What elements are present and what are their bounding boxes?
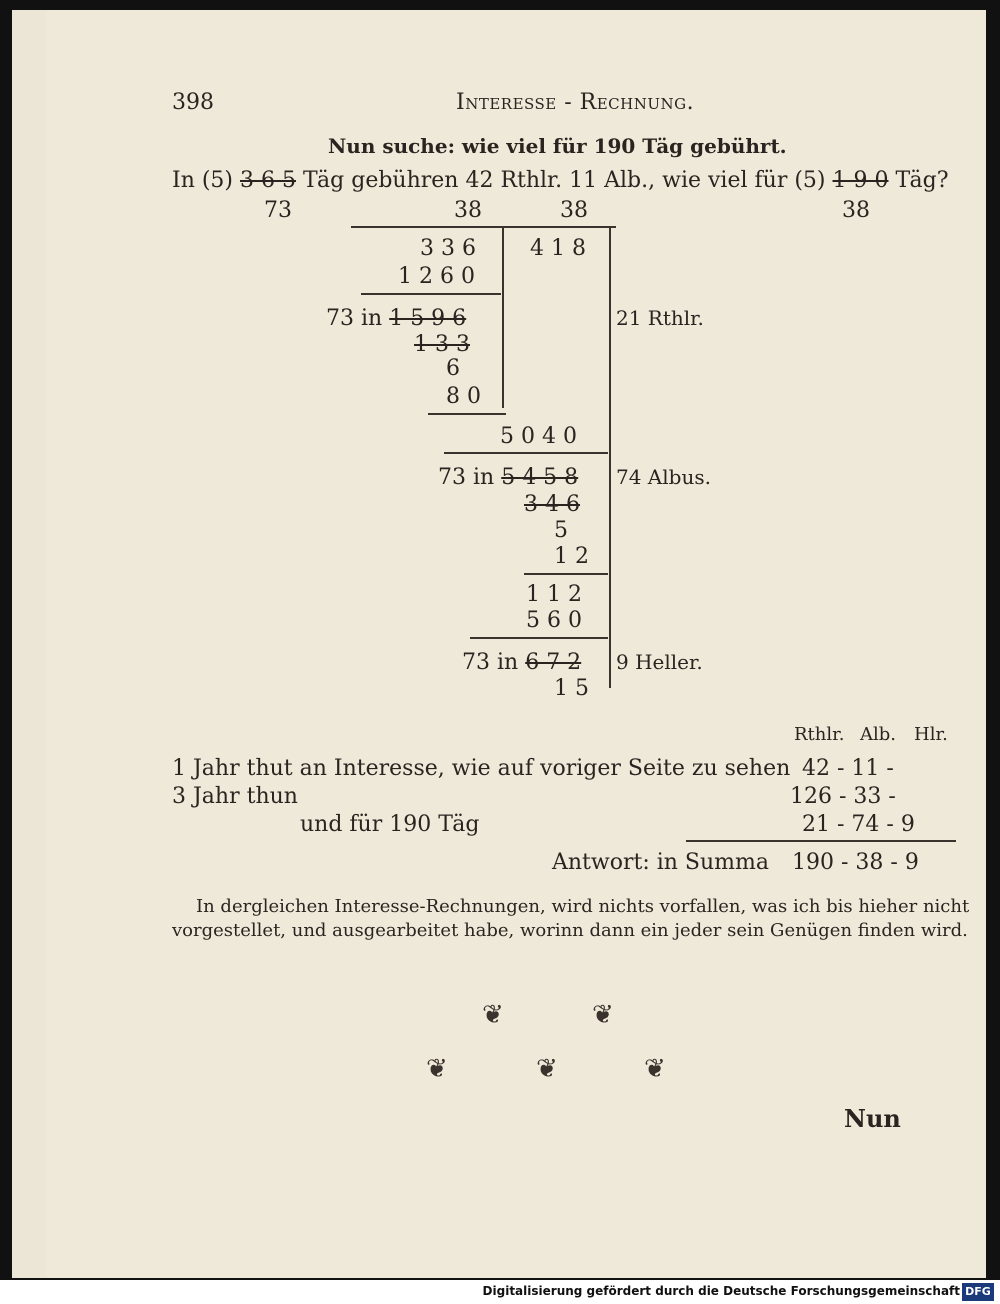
div2-num: 5 4 5 8 — [501, 465, 579, 490]
calc-s6: 1 2 — [554, 544, 589, 569]
calc-vrule-1 — [502, 228, 504, 408]
calc-rule-5 — [524, 573, 608, 575]
quotient-albus: 74 Albus. — [616, 465, 711, 489]
struck-365: 3 6 5 — [240, 168, 296, 193]
reduced-38-b: 38 — [560, 198, 588, 223]
calc-rule-4 — [444, 452, 608, 454]
calc-vrule-2 — [609, 228, 611, 688]
div3-label: 73 in — [462, 650, 519, 675]
table-sum-rule — [686, 840, 956, 842]
div3-num: 6 7 2 — [525, 650, 582, 675]
closing-line-2: vorgestellet, und ausgearbeitet habe, worinn dann ein jeder sein Genügen finden wird. — [172, 920, 968, 941]
ornament-icon: ❦ — [536, 1054, 558, 1084]
calc-s5: 5 — [554, 518, 568, 543]
reduced-38-c: 38 — [842, 198, 870, 223]
table-row-label-2: 3 Jahr thun — [172, 784, 298, 809]
ornament-icon: ❦ — [426, 1054, 448, 1084]
table-row-val-3: 21 - 74 - 9 — [802, 812, 915, 837]
struck-190: 1 9 0 — [832, 168, 889, 193]
closing-line-1: In dergleichen Interesse-Rechnungen, wird nichts vorfallen, was ich bis hieher nicht — [196, 896, 970, 917]
table-row-val-2: 126 - 33 - — [790, 784, 896, 809]
calc-s1: 1 3 3 — [414, 332, 470, 357]
quotient-rthlr: 21 Rthlr. — [616, 306, 704, 330]
table-row-label-1: 1 Jahr thut an Interesse, wie auf voriger Seite zu sehen — [172, 756, 791, 781]
table-header-rthlr: Rthlr. — [794, 724, 845, 745]
ornament-icon: ❦ — [592, 1000, 614, 1030]
question-line — [172, 168, 949, 193]
calc-div3 — [462, 650, 581, 675]
page-number: 398 — [172, 90, 214, 115]
quotient-heller: 9 Heller. — [616, 650, 703, 674]
question-mid: Täg gebühren 42 Rthlr. 11 Alb., wie viel für (5) — [303, 168, 826, 193]
calc-div1 — [326, 306, 466, 331]
calc-rule-2 — [361, 293, 501, 295]
calc-s9: 1 5 — [554, 676, 589, 701]
calc-s8: 5 6 0 — [526, 608, 582, 633]
div2-label: 73 in — [438, 465, 495, 490]
table-row-label-3: und für 190 Täg — [300, 812, 480, 837]
calc-r1b: 4 1 8 — [530, 236, 586, 261]
footer-text: Digitalisierung gefördert durch die Deutsche Forschungsgemeinschaft — [482, 1284, 960, 1298]
table-header-alb: Alb. — [860, 724, 896, 745]
calc-r2: 1 2 6 0 — [398, 264, 475, 289]
calc-r1: 3 3 6 — [420, 236, 476, 261]
ornament-icon: ❦ — [644, 1054, 666, 1084]
calc-s4: 3 4 6 — [524, 492, 580, 517]
dfg-logo: DFG — [962, 1283, 994, 1301]
question-suffix: Täg? — [895, 168, 949, 193]
ornament-icon: ❦ — [482, 1000, 504, 1030]
reduced-73: 73 — [264, 198, 292, 223]
running-head: Interesse - Rechnung. — [456, 90, 695, 115]
answer-label: Antwort: in Summa — [552, 850, 770, 875]
page-text-area — [46, 10, 986, 1278]
calc-s7: 1 1 2 — [526, 582, 582, 607]
calc-s3: 8 0 — [446, 384, 481, 409]
calc-s2: 6 — [446, 356, 460, 381]
calc-div2 — [438, 465, 578, 490]
footer-bar — [0, 1280, 1000, 1304]
question-prefix: In (5) — [172, 168, 234, 193]
section-heading: Nun suche: wie viel für 190 Täg gebührt. — [328, 134, 787, 158]
calc-rule-3 — [428, 413, 506, 415]
div1-num: 1 5 9 6 — [389, 306, 467, 331]
table-header-hlr: Hlr. — [914, 724, 948, 745]
calc-rule-top — [351, 226, 616, 228]
book-page — [12, 10, 986, 1278]
calc-rule-6 — [470, 637, 608, 639]
reduced-38-a: 38 — [454, 198, 482, 223]
calc-mult: 5 0 4 0 — [500, 424, 577, 449]
div1-label: 73 in — [326, 306, 383, 331]
table-row-val-1: 42 - 11 - — [802, 756, 894, 781]
catchword: Nun — [844, 1104, 901, 1133]
answer-value: 190 - 38 - 9 — [792, 850, 919, 875]
